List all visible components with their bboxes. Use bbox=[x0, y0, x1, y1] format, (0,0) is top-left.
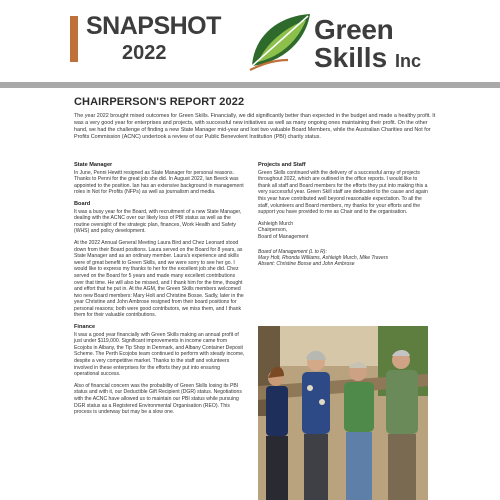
finance-heading: Finance bbox=[74, 324, 96, 331]
board-text-2: At the 2022 Annual General Meeting Laura Bird and Chez Leonard stood down from their Board positions. Laura served on the Board for 8 years, as State Manager and as an ordinary member. Laura's experience and skills were of great benefit to Green Skills, and we were sorry to see her go. I would like to express my thanks to her for the excellent job she did. Chez served on the Board for 5 years and made many excellent contributions over that time. He will also be missed, and I thank him for the time, thought and effort that he put in. At the AGM, the Green Skills members welcomed two new Board members: Mary Holt and Christine Bosse. Sadly, later in the year Christine and John Ambrose resigned from their board positions for personal reasons; both were good contributors, we miss them, and I thank them for their valuable contributions. bbox=[74, 239, 244, 319]
right-column bbox=[258, 162, 428, 268]
brand-name bbox=[314, 16, 421, 72]
left-column bbox=[74, 162, 246, 421]
leaf-icon bbox=[248, 10, 314, 72]
board-text-1: It was a busy year for the Board, with recruitment of a new State Manager, dealing with the ACNC over our likely loss of PBI status as well as the routine oversight of the strategic plan, finances, Work Health and Safety (WHS) and policy development. bbox=[74, 208, 242, 235]
report-title: CHAIRPERSON'S REPORT 2022 bbox=[74, 96, 245, 108]
state-manager-heading: State Manager bbox=[74, 162, 113, 168]
brand-name-line-1: Green bbox=[314, 14, 394, 45]
board-photo-image bbox=[258, 326, 428, 500]
accent-bar bbox=[70, 16, 78, 62]
page-header bbox=[0, 0, 500, 78]
report-intro: The year 2022 brought mixed outcomes for Green Skills. Financially, we did significantly better than expected in the budget and made a healthy profit. It was a very good year for enterprises and projects, with successful new initiatives as well as many ongoing ones maintaining their profit. On the other hand, we had the challenge of finding a new State Manager mid-year and lost two valuable Board Members, while the Australian Charities and Not for Profits Commission (ACNC) undertook a review of our Public Benevolent Institution (PBI) charity status. bbox=[74, 113, 436, 140]
snapshot-label: SNAPSHOT bbox=[86, 12, 221, 40]
signature-org: Board of Management bbox=[258, 233, 309, 240]
photo-caption bbox=[258, 249, 428, 268]
signature-role: Chairperson, bbox=[258, 227, 288, 234]
projects-text: Green Skills continued with the delivery of a successful array of projects throughout 2022, which are outlined in the office reports. I would like to thank all staff and Board members for the efforts they put into making this a very successful year. Green Skill staff are dedicated to the cause and again this year have contributed well beyond reasonable expectation. To all the staff, volunteers and Board members, my thanks for your efforts and the support you have provided to me as Chair and to the organisation. bbox=[258, 169, 428, 216]
board-heading: Board bbox=[74, 200, 91, 207]
snapshot-year: 2022 bbox=[122, 42, 167, 64]
snapshot-heading bbox=[86, 14, 221, 63]
brand-skills: Skills bbox=[314, 42, 388, 73]
caption-line-2: Mary Holt, Rhonda Williams, Ashleigh Murch, Mike Travers bbox=[258, 254, 388, 261]
projects-heading: Projects and Staff bbox=[258, 162, 306, 168]
green-skills-logo bbox=[248, 10, 428, 72]
brand-suffix: Inc bbox=[394, 51, 421, 71]
header-divider bbox=[0, 82, 500, 88]
board-photo bbox=[258, 326, 428, 500]
caption-line-1: Board of Management (L to R): bbox=[258, 248, 327, 255]
finance-text-1: It was a good year financially with Green Skills making an annual profit of just under $119,000. Significant improvements in income came from Ecojobs in Albany, the Tip Shop in Denmark, and Albany Container Deposit Scheme. The Perth Ecojobs team continued to perform with steady income, despite a very competitive market. Thanks to the staff and volunteers involved in these enterprises for the efforts they put into ensuring operational success. bbox=[74, 331, 245, 378]
signature-name: Ashleigh Murch bbox=[258, 220, 294, 227]
brand-name-line-2 bbox=[314, 44, 421, 72]
finance-text-2: Also of financial concern was the probability of Green Skills losing its PBI status and with it, our Deductible Gift Recipient (DGR) status. Negotiations with the ACNC have allowed us to maintain our PBI status while pursuing DGR status as a Registered Environmental Organisation (REO). This process is underway but may be a slow one. bbox=[74, 382, 242, 416]
caption-line-3: Absent: Christine Bosse and John Ambrose bbox=[258, 261, 355, 268]
state-manager-text: In June, Penni Hewitt resigned as State Manager for personal reasons. Thanks to Penni for the great job she did. In August 2022, Ian Beeck was appointed to the position. Ian has an extensive background in management roles in Not for Profits (NFPs) as well as journalism and media. bbox=[74, 169, 244, 196]
